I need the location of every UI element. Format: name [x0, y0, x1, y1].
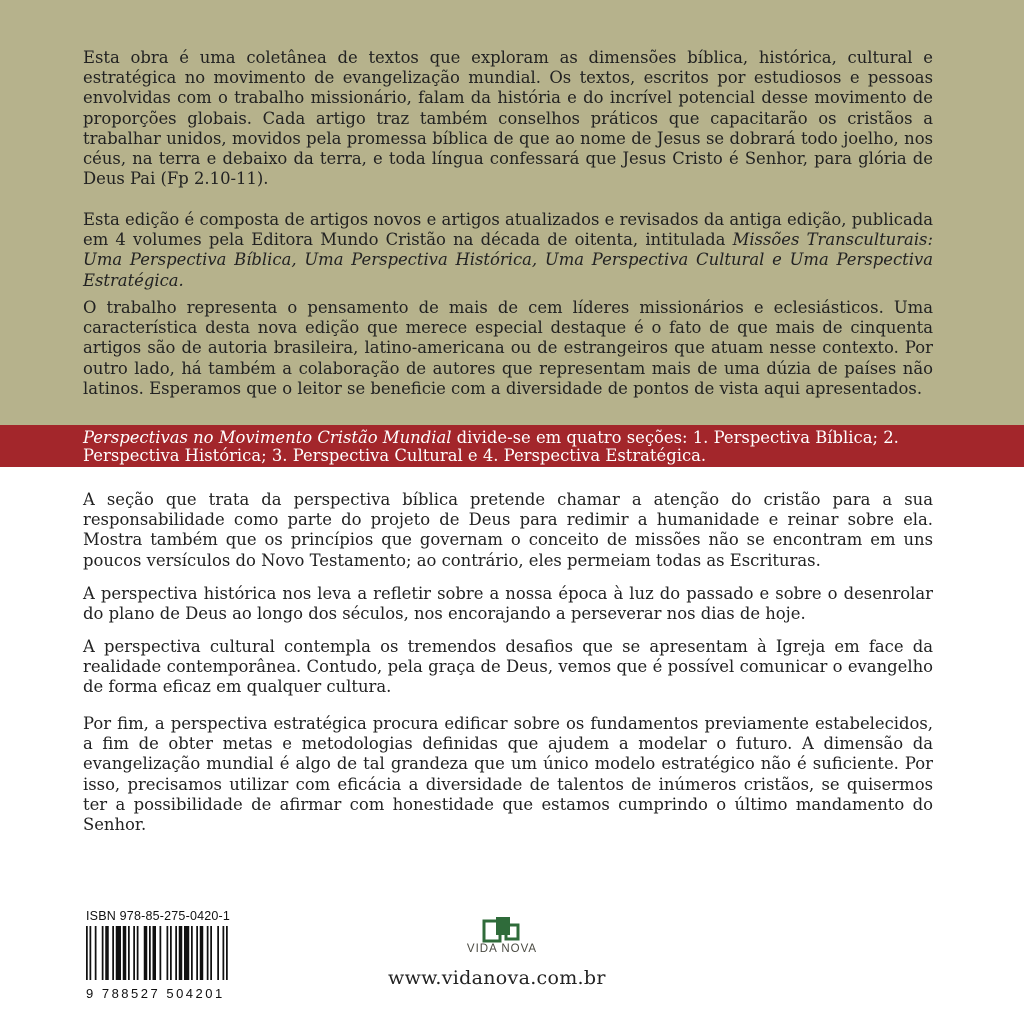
barcode-bar — [196, 926, 198, 980]
section-strategic-paragraph: Por fim, a perspectiva estratégica procura edificar sobre os fundamentos previamente estabelecidos, a fim de obter metas e metodologias definidas que ajudem a modelar o futuro. A dimensão da evangelização mundial é algo de tal grandeza que um único modelo estratégico não é suficiente. Por isso, precisamos utilizar com eficácia a diversidade de talentos de inúmeros cristãos, se quisermos ter a possibilidade de afirmar com honestidade que estamos cumprindo o último mandamento do Senhor. — [83, 714, 933, 835]
barcode-bar — [200, 926, 204, 980]
barcode-bar — [179, 926, 183, 980]
intro-paragraph-1: Esta obra é uma coletânea de textos que exploram as dimensões bíblica, histórica, cultural e estratégica no movimento de evangelização mundial. Os textos, escritos por estudiosos e pessoas envolvidas com o trabalho missionário, falam da história e do incrível potencial desse movimento de proporções globais. Cada artigo traz também conselhos práticos que capacitarão os cristãos a trabalhar unidos, movidos pela promessa bíblica de que ao nome de Jesus se dobrará todo joelho, nos céus, na terra e debaixo da terra, e toda língua confessará que Jesus Cristo é Senhor, para glória de Deus Pai (Fp 2.10-11). — [83, 48, 933, 189]
section-cultural-paragraph: A perspectiva cultural contempla os tremendos desafios que se apresentam à Igreja em face da realidade contemporânea. Contudo, pela graça de Deus, vemos que é possível comunicar o evangelho de forma eficaz em qualquer cultura. — [83, 637, 933, 697]
barcode — [86, 926, 284, 980]
publisher-logo-icon — [482, 915, 520, 943]
intro-paragraph-2-text: Esta edição é composta de artigos novos e artigos atualizados e revisados da antiga edição, publicada em 4 volumes pela Editora Mundo Cristão na década de oitenta, intitulada — [83, 210, 933, 250]
barcode-bar — [184, 926, 189, 980]
band-book-title: Perspectivas no Movimento Cristão Mundial — [83, 428, 452, 447]
isbn-label: ISBN 978-85-275-0420-1 — [86, 909, 231, 923]
barcode-bar — [95, 926, 97, 980]
intro-paragraph-3: O trabalho representa o pensamento de mais de cem líderes missionários e eclesiásticos. Uma característica desta nova edição que merece especial destaque é o fato de que mais de cinquenta artigos são de autoria brasileira, latino-americana ou de estrangeiros que atuam nesse contexto. Por outro lado, há também a colaboração de autores que representam mais de uma dúzia de países não latinos. Esperamos que o leitor se beneficie com a diversidade de pontos de vista aqui apresentados. — [83, 298, 933, 398]
barcode-bar — [223, 926, 225, 980]
section-historical-paragraph: A perspectiva histórica nos leva a refletir sobre a nossa época à luz do passado e sobre o desenrolar do plano de Deus ao longo dos séculos, nos encorajando a perseverar nos dias de hoje. — [83, 584, 933, 624]
barcode-bar — [226, 926, 228, 980]
publisher-name: VIDA NOVA — [466, 943, 538, 955]
barcode-bar — [105, 926, 109, 980]
barcode-bar — [207, 926, 209, 980]
barcode-bar — [90, 926, 92, 980]
publisher-logo — [452, 915, 562, 960]
barcode-bar — [170, 926, 172, 980]
band-text: divide-se em quatro seções: 1. Perspectiva Bíblica; 2. Perspectiva Histórica; 3. Perspectiva Cultural e 4. Perspectiva Estratégica. — [83, 428, 899, 465]
barcode-bar — [210, 926, 212, 980]
barcode-bar — [112, 926, 114, 980]
barcode-bar — [86, 926, 88, 980]
section-biblical-paragraph: A seção que trata da perspectiva bíblica pretende chamar a atenção do cristão para a sua responsabilidade como parte do projeto de Deus para redimir a humanidade e reinar sobre ela. Mostra também que os princípios que governam o conceito de missões não se encontram em uns poucos versículos do Novo Testamento; ao contrário, eles permeiam todas as Escrituras. — [83, 490, 933, 570]
barcode-bar — [217, 926, 219, 980]
band-paragraph — [83, 429, 943, 465]
barcode-bar — [116, 926, 121, 980]
barcode-bar — [137, 926, 139, 980]
intro-paragraph-2 — [83, 210, 933, 291]
intro-paragraph-2-titles: Missões Transculturais: Uma Perspectiva Bíblica, Uma Perspectiva Histórica, Uma Perspectiva Cultural e Uma Perspectiva Estratégica. — [83, 230, 933, 290]
barcode-bar — [191, 926, 193, 980]
barcode-bar — [167, 926, 169, 980]
barcode-bar — [123, 926, 127, 980]
barcode-bar — [160, 926, 162, 980]
publisher-url: www.vidanova.com.br — [388, 967, 606, 989]
barcode-bar — [149, 926, 151, 980]
barcode-bar — [144, 926, 148, 980]
barcode-bar — [133, 926, 135, 980]
barcode-bar — [128, 926, 130, 980]
barcode-bar — [153, 926, 157, 980]
barcode-digits: 9 788527 504201 — [86, 986, 225, 1001]
barcode-bar — [175, 926, 177, 980]
barcode-bar — [102, 926, 104, 980]
